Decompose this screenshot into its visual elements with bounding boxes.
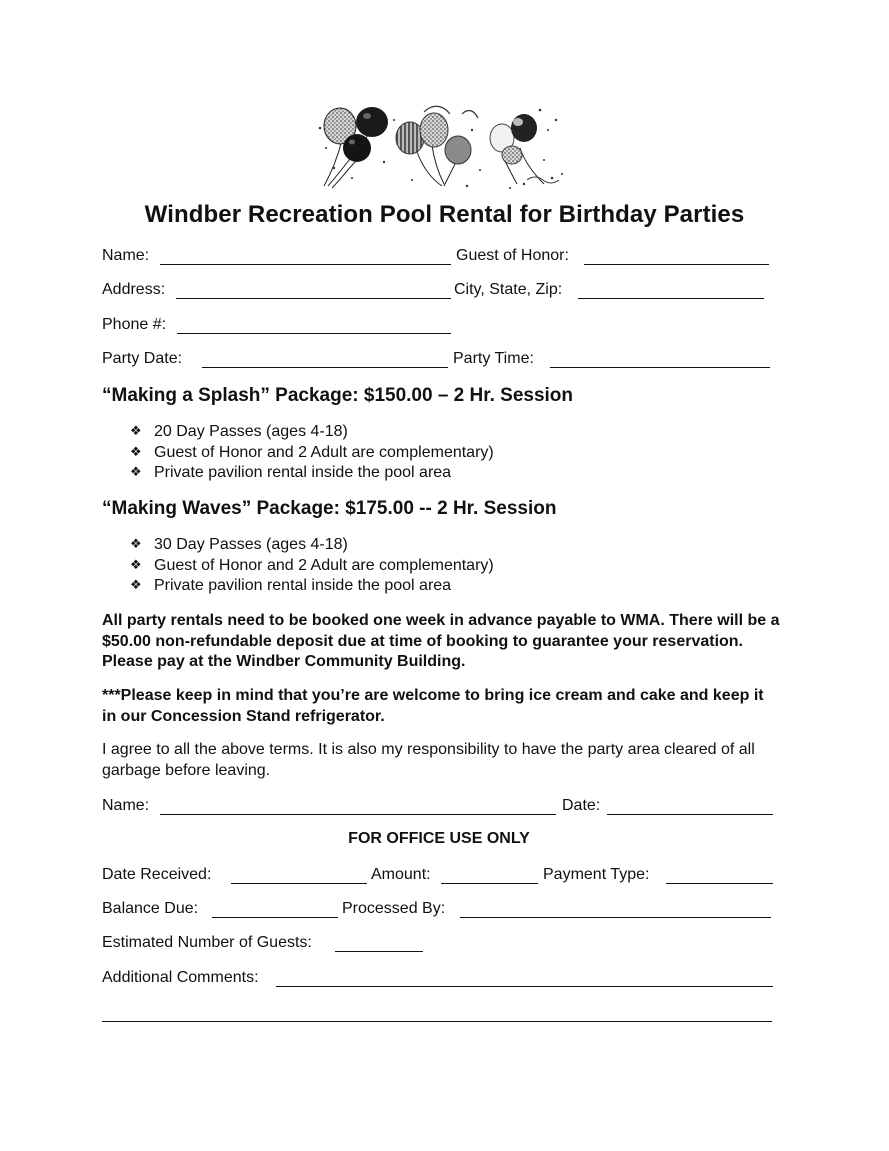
office-balance-row bbox=[102, 897, 774, 921]
office-guests-row bbox=[102, 931, 774, 955]
payment-type-field[interactable] bbox=[666, 883, 773, 884]
diamond-bullet-icon: ❖ bbox=[130, 424, 142, 439]
phone-label: Phone #: bbox=[102, 316, 167, 333]
package-splash-title: “Making a Splash” Package: $150.00 – 2 Hr. Session bbox=[102, 385, 574, 406]
phone-row bbox=[102, 313, 774, 337]
balloons-icon bbox=[312, 100, 574, 192]
party-time-label: Party Time: bbox=[453, 350, 534, 367]
balance-due-field[interactable] bbox=[212, 917, 338, 918]
list-item-text: 20 Day Passes (ages 4-18) bbox=[154, 423, 348, 440]
package-splash-list bbox=[130, 422, 494, 484]
party-date-field[interactable] bbox=[202, 367, 448, 368]
city-state-zip-field[interactable] bbox=[578, 298, 764, 299]
party-date-label: Party Date: bbox=[102, 350, 183, 367]
processed-by-field[interactable] bbox=[460, 917, 771, 918]
date-received-label: Date Received: bbox=[102, 866, 212, 883]
date-received-field[interactable] bbox=[231, 883, 367, 884]
list-item bbox=[130, 535, 494, 556]
signature-date-label: Date: bbox=[562, 797, 601, 814]
amount-field[interactable] bbox=[441, 883, 538, 884]
name-guest-row bbox=[102, 244, 774, 268]
city-state-zip-label: City, State, Zip: bbox=[454, 281, 563, 298]
amount-label: Amount: bbox=[371, 866, 431, 883]
balance-due-label: Balance Due: bbox=[102, 900, 199, 917]
guest-of-honor-label: Guest of Honor: bbox=[456, 247, 569, 264]
additional-comments-label: Additional Comments: bbox=[102, 969, 259, 986]
list-item-text: Private pavilion rental inside the pool area bbox=[154, 577, 452, 594]
diamond-bullet-icon: ❖ bbox=[130, 444, 142, 460]
list-item bbox=[130, 556, 494, 577]
name-label: Name: bbox=[102, 247, 150, 264]
phone-field[interactable] bbox=[177, 333, 451, 334]
list-item bbox=[130, 422, 494, 443]
office-payment-row bbox=[102, 863, 774, 887]
list-item-text: Guest of Honor and 2 Adult are complementary) bbox=[154, 443, 494, 461]
estimated-guests-field[interactable] bbox=[335, 951, 423, 952]
booking-notice: All party rentals need to be booked one week in advance payable to WMA. There will be a $50.00 non-refundable deposit due at time of booking to guarantee your reservation. Please pay at the Windber Community Building. bbox=[102, 612, 780, 670]
name-field[interactable] bbox=[160, 264, 451, 265]
address-field[interactable] bbox=[176, 298, 451, 299]
party-date-time-row bbox=[102, 347, 774, 371]
payment-type-label: Payment Type: bbox=[543, 866, 650, 883]
signature-date-field[interactable] bbox=[607, 814, 773, 815]
processed-by-label: Processed By: bbox=[342, 900, 446, 917]
signature-name-label: Name: bbox=[102, 797, 150, 814]
list-item-text: Private pavilion rental inside the pool area bbox=[154, 464, 452, 481]
estimated-guests-label: Estimated Number of Guests: bbox=[102, 934, 312, 951]
diamond-bullet-icon: ❖ bbox=[130, 578, 142, 593]
diamond-bullet-icon: ❖ bbox=[130, 537, 142, 552]
ice-cream-notice: ***Please keep in mind that you’re are welcome to bring ice cream and cake and keep it in our Concession Stand refrigerator. bbox=[102, 687, 764, 725]
page-title: Windber Recreation Pool Rental for Birthday Parties bbox=[144, 201, 745, 228]
additional-comments-line-2[interactable] bbox=[102, 1021, 772, 1022]
additional-comments-field[interactable] bbox=[276, 986, 773, 987]
list-item-text: 30 Day Passes (ages 4-18) bbox=[154, 536, 348, 553]
list-item bbox=[130, 576, 494, 597]
diamond-bullet-icon: ❖ bbox=[130, 465, 142, 480]
list-item-text: Guest of Honor and 2 Adult are complementary) bbox=[154, 556, 494, 574]
address-label: Address: bbox=[102, 281, 166, 298]
signature-name-field[interactable] bbox=[160, 814, 556, 815]
list-item bbox=[130, 443, 494, 464]
diamond-bullet-icon: ❖ bbox=[130, 557, 142, 573]
address-row bbox=[102, 278, 774, 302]
package-waves-title: “Making Waves” Package: $175.00 -- 2 Hr. Session bbox=[102, 498, 557, 519]
agreement-text: I agree to all the above terms. It is also my responsibility to have the party area cleared of all garbage before leaving. bbox=[102, 741, 755, 779]
list-item bbox=[130, 463, 494, 484]
office-comments-row bbox=[102, 966, 774, 990]
guest-of-honor-field[interactable] bbox=[584, 264, 769, 265]
office-use-heading: FOR OFFICE USE ONLY bbox=[348, 830, 530, 847]
signature-row bbox=[102, 794, 774, 818]
party-time-field[interactable] bbox=[550, 367, 770, 368]
package-waves-list bbox=[130, 535, 494, 597]
